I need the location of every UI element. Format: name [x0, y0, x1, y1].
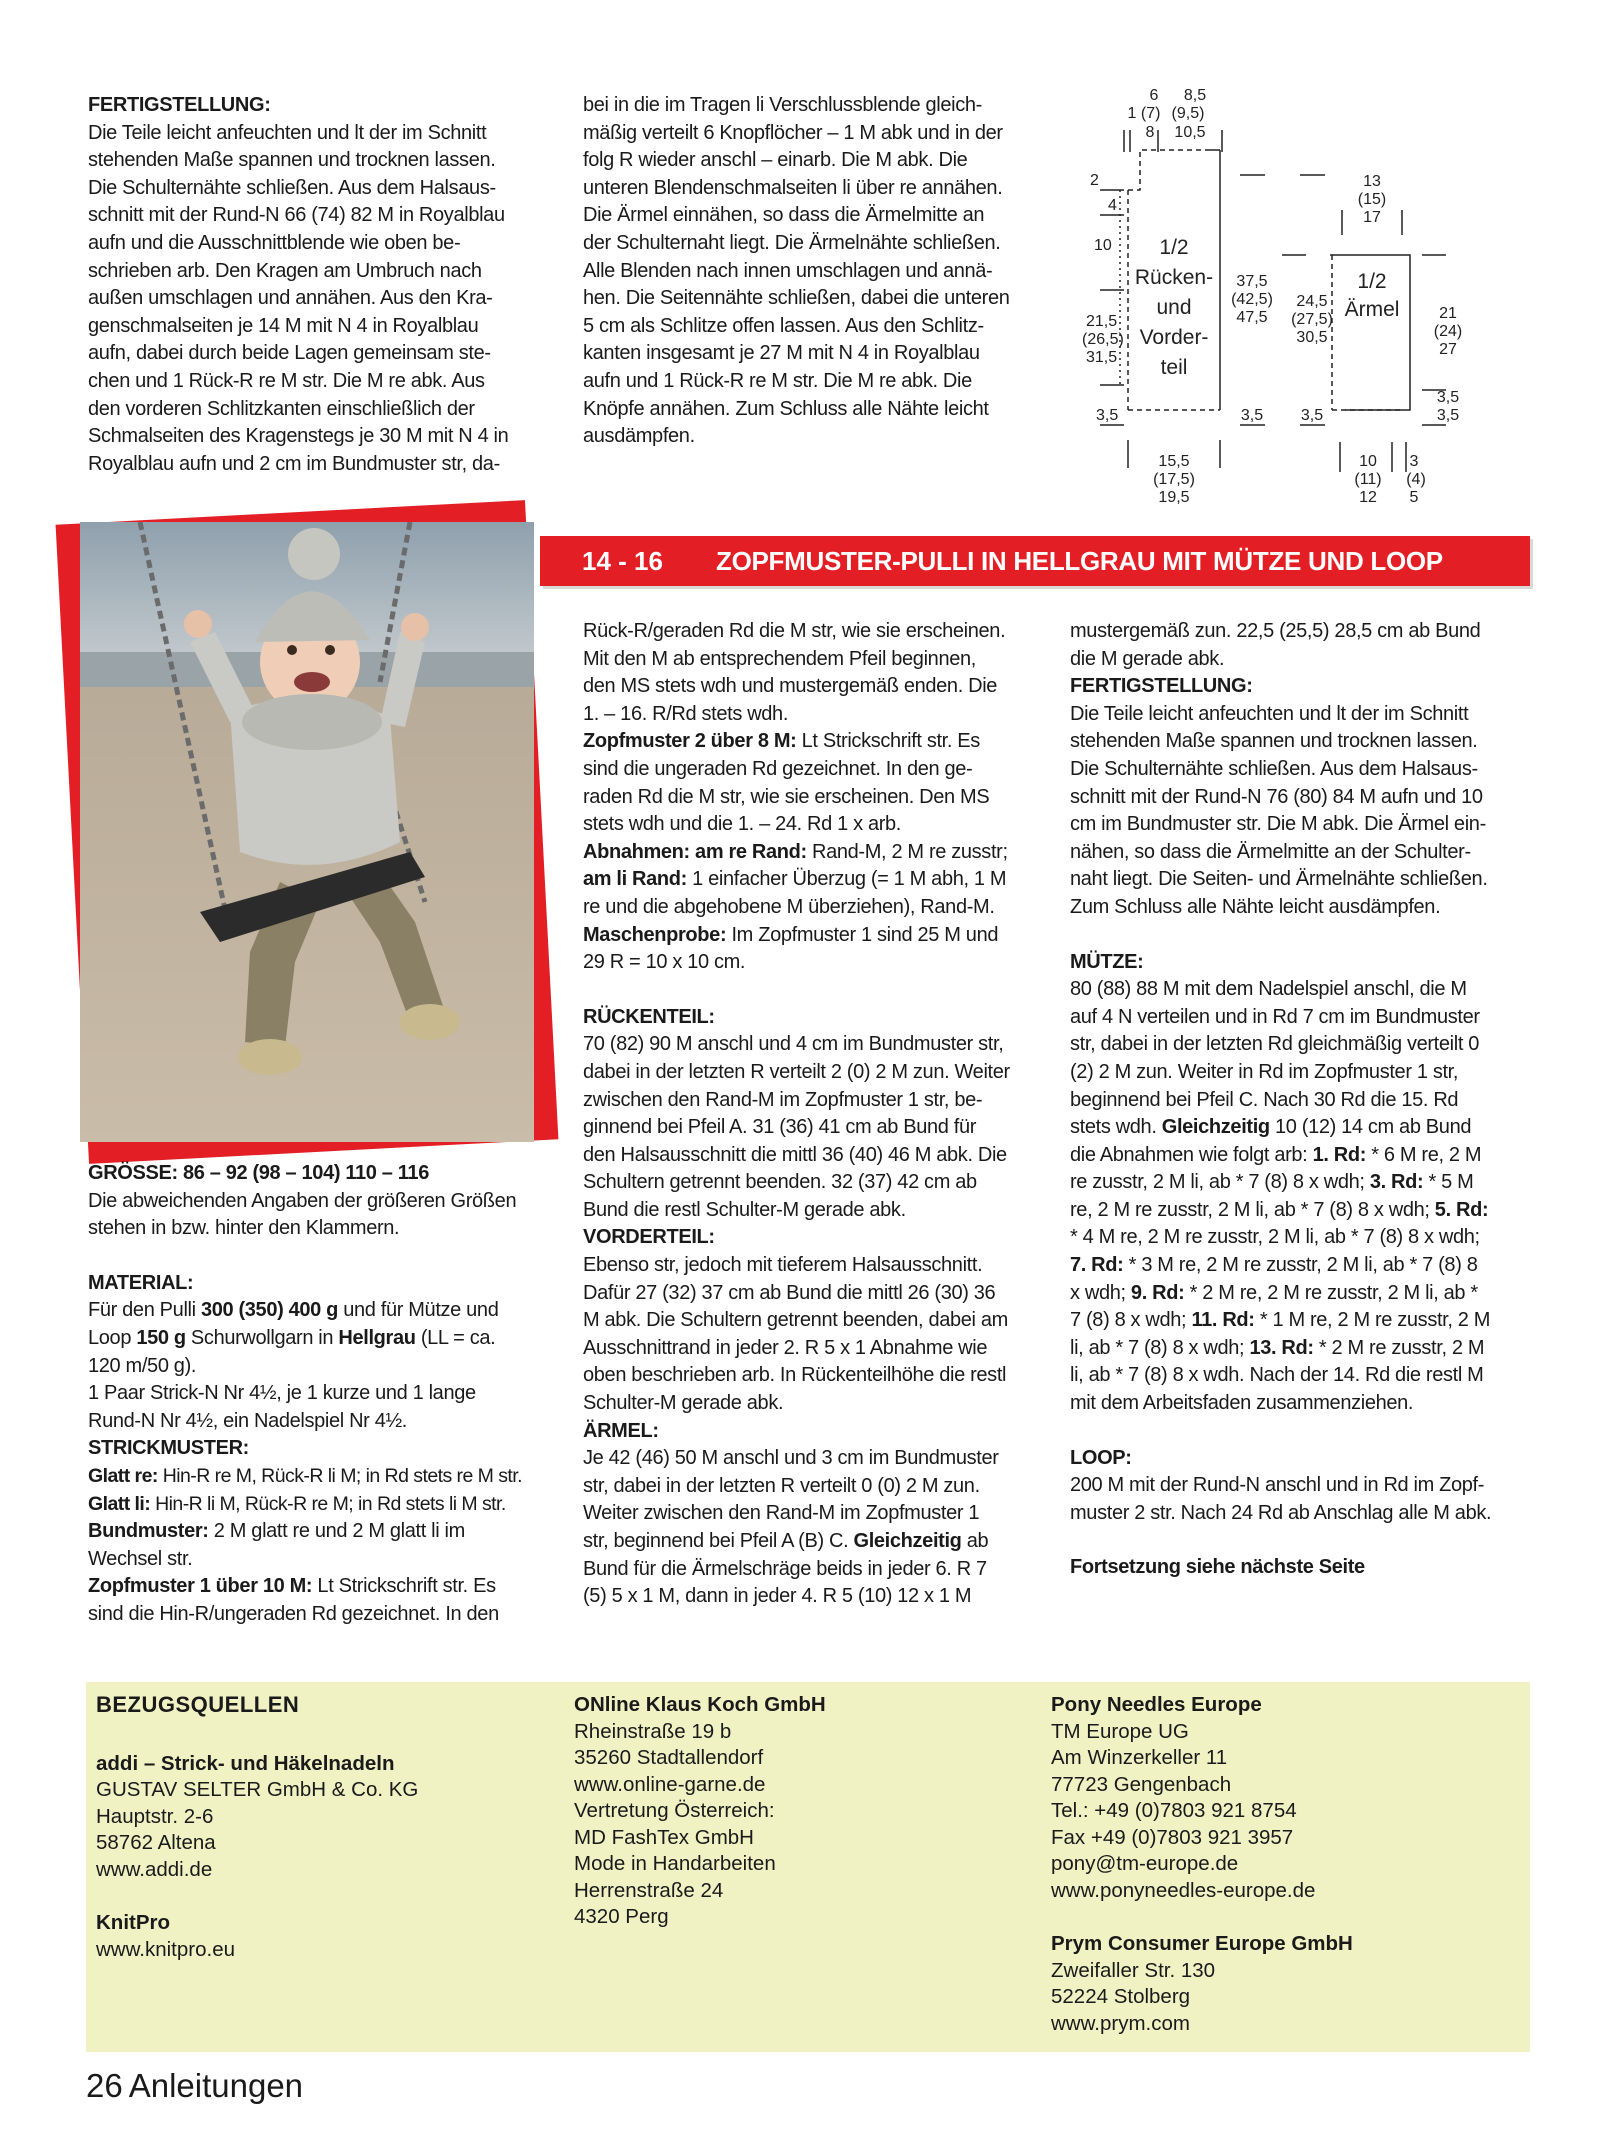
- text-line: Royalblau aufn und 2 cm im Bundmuster str, da-: [88, 452, 500, 475]
- aermel-gleichzeitig-line: [583, 1528, 1035, 1556]
- section-name: Anleitungen: [128, 2067, 304, 2104]
- right-line: stehenden Maße spannen und trocknen lassen.: [1070, 730, 1478, 753]
- supplier-online-line: Herrenstraße 24: [574, 1878, 724, 1902]
- text-line: Knöpfe annähen. Zum Schluss alle Nähte leicht: [583, 397, 989, 420]
- right-line: mit dem Arbeitsfaden zusammenziehen.: [1070, 1392, 1414, 1415]
- supplier-online-line: MD FashTex GmbH: [574, 1825, 754, 1849]
- sizes-line-1: Die abweichenden Angaben der größeren Größen: [88, 1189, 517, 1212]
- right-line: beginnend bei Pfeil C. Nach 30 Rd die 15. Rd: [1070, 1088, 1459, 1111]
- text-line: der Schulternaht liegt. Die Ärmelnähte schließen.: [583, 231, 1001, 254]
- col1-text: [88, 120, 538, 479]
- mid-line: Dafür 27 (32) 37 cm ab Bund die mittl 26 (30) 36: [583, 1281, 996, 1304]
- right-line: * 4 M re, 2 M re zusstr, 2 M li, ab * 7 (8) 8 x wdh;: [1070, 1226, 1480, 1249]
- strickmuster-heading: STRICKMUSTER:: [88, 1437, 249, 1460]
- right-text: re zusstr, 2 M li, ab * 7 (8) 8 x wdh;: [1070, 1171, 1370, 1194]
- dim-sleeve-bottom-a1: 10: [1359, 453, 1377, 470]
- dim-left-35: 3,5: [1096, 407, 1119, 424]
- right-text: 10 (12) 14 cm ab Bund: [1269, 1116, 1472, 1139]
- right-text: stets wdh.: [1070, 1116, 1162, 1139]
- pattern-schematic: [1070, 80, 1540, 520]
- text-line: Alle Blenden nach innen umschlagen und annä-: [583, 259, 993, 282]
- mid-line: Weiter zwischen den Rand-M im Zopfmuster 1: [583, 1502, 980, 1525]
- material-text: Loop: [88, 1326, 137, 1349]
- dim-top-right-1: 8,5: [1183, 87, 1207, 104]
- text-line: Die Ärmel einnähen, so dass die Ärmelmitte an: [583, 204, 985, 227]
- suppliers-col-1: [96, 1692, 536, 1963]
- dim-sleeve-bottom-b2: (4): [1406, 471, 1426, 488]
- mid-line: stets wdh und die 1. – 24. Rd 1 x arb.: [583, 813, 902, 836]
- muetze-line-9: [1070, 1197, 1530, 1225]
- mid-line: 29 R = 10 x 10 cm.: [583, 951, 746, 974]
- supplier-pony-line: 77723 Gengenbach: [1051, 1772, 1232, 1796]
- abnahmen-label: Abnahmen: am re Rand:: [583, 840, 807, 863]
- glatt-re-text: Hin-R re M, Rück-R li M; in Rd stets re M str.: [157, 1464, 523, 1487]
- dim-left-21-2: (26,5): [1082, 331, 1124, 348]
- zopf2-line: [583, 728, 1035, 756]
- text-line: ausdämpfen.: [583, 425, 695, 448]
- gleichzeitig-label: Gleichzeitig: [853, 1530, 962, 1552]
- mid-line: 1. – 16. R/Rd stets wdh.: [583, 702, 789, 725]
- dim-sleeve-right-1: 21: [1439, 305, 1457, 322]
- text-line: mäßig verteilt 6 Knopflöcher – 1 M abk und in der: [583, 121, 1003, 144]
- text-line: Die Schulternähte schließen. Aus dem Halsaus-: [88, 176, 496, 199]
- body-label-2: Rücken-: [1134, 266, 1214, 289]
- dim-left-2: 2: [1090, 172, 1099, 189]
- mid-line: ginnend bei Pfeil A. 31 (36) 41 cm ab Bund für: [583, 1116, 977, 1139]
- dim-left-4: 4: [1108, 197, 1117, 214]
- dim-sleeve-r35a: 3,5: [1436, 389, 1460, 406]
- photo-frame: [72, 512, 542, 1152]
- maschenprobe-line: [583, 922, 1035, 950]
- glatt-li-text: Hin-R li M, Rück-R re M; in Rd stets li M str.: [150, 1492, 506, 1515]
- pattern-title: ZOPFMUSTER-PULLI IN HELLGRAU MIT MÜTZE UND LOOP: [716, 546, 1443, 576]
- mid-line: Mit den M ab entsprechendem Pfeil beginnen,: [583, 647, 976, 670]
- mid-line: Je 42 (46) 50 M anschl und 3 cm im Bundmuster: [583, 1447, 999, 1470]
- mid-line: Rück-R/geraden Rd die M str, wie sie erscheinen.: [583, 620, 1006, 642]
- dim-body-bottom-1: 15,5: [1158, 453, 1190, 470]
- supplier-addi-name: addi – Strick- und Häkelnadeln: [96, 1751, 395, 1775]
- supplier-prym-link[interactable]: www.prym.com: [1051, 2011, 1190, 2035]
- right-line: Die Schulternähte schließen. Aus dem Halsaus-: [1070, 757, 1478, 780]
- muetze-heading: MÜTZE:: [1070, 950, 1144, 973]
- supplier-online-line: Vertretung Österreich:: [574, 1799, 775, 1822]
- material-line-1: [88, 1297, 538, 1325]
- mid-line: Bund für die Ärmelschräge beids in jeder 6. R 7: [583, 1557, 987, 1580]
- material-line-5: Rund-N Nr 4½, ein Nadelspiel Nr 4½.: [88, 1409, 408, 1432]
- mid-line: str, dabei in der letzten R verteilt 0 (0) 2 M zun.: [583, 1474, 980, 1497]
- supplier-addi-link[interactable]: www.addi.de: [96, 1857, 213, 1881]
- glatt-re-line: [88, 1463, 538, 1491]
- right-text: * 5 M: [1423, 1171, 1474, 1194]
- abnahmen-li-text: 1 einfacher Überzug (= 1 M abh, 1 M: [686, 868, 1007, 891]
- dim-mid-375-3: 47,5: [1236, 309, 1268, 326]
- body-label-4: Vorder-: [1139, 326, 1209, 349]
- right-text: * 6 M re, 2 M: [1366, 1143, 1482, 1166]
- mid-line: re und die abgehobene M überziehen), Rand-M.: [583, 895, 995, 918]
- mid-line: 70 (82) 90 M anschl und 4 cm im Bundmuster str,: [583, 1033, 1004, 1056]
- supplier-online-link[interactable]: www.online-garne.de: [574, 1772, 766, 1796]
- round-label: 1. Rd:: [1312, 1143, 1367, 1166]
- round-label: 3. Rd:: [1369, 1171, 1424, 1194]
- mid-line: den MS stets wdh und mustergemäß enden. Die: [583, 675, 998, 698]
- dim-mid-35a: 3,5: [1240, 407, 1264, 424]
- mid-line: oben beschrieben arb. In Rückenteilhöhe die restl: [583, 1364, 1007, 1387]
- material-text: Schurwollgarn in: [185, 1326, 339, 1349]
- supplier-prym-name: Prym Consumer Europe GmbH: [1051, 1932, 1353, 1955]
- text-line: schnitt mit der Rund-N 66 (74) 82 M in Royalblau: [88, 204, 505, 227]
- zopf2-text: Lt Strickschrift str. Es: [796, 730, 980, 753]
- text-line: kanten insgesamt je 27 M mit N 4 in Royalblau: [583, 342, 980, 365]
- dim-body-bottom-3: 19,5: [1158, 489, 1190, 506]
- glatt-li-line: [88, 1491, 538, 1519]
- text-line: aufn und 1 Rück-R re M str. Die M re abk. Die: [583, 369, 972, 392]
- material-weight-loop: 150 g: [136, 1326, 186, 1349]
- col2-text: [583, 92, 1035, 451]
- zopf1-line-2: sind die Hin-R/ungeraden Rd gezeichnet. In den: [88, 1602, 499, 1625]
- mid-line: dabei in der letzten R verteilt 2 (0) 2 M zun. Weiter: [583, 1060, 1010, 1083]
- text-line: chen und 1 Rück-R re M str. Die M re abk. Aus: [88, 369, 485, 392]
- bundmuster-text: 2 M glatt re und 2 M glatt li im: [208, 1520, 465, 1543]
- right-line: die M gerade abk.: [1070, 647, 1225, 670]
- muetze-line-12: [1070, 1280, 1530, 1308]
- material-weight-pulli: 300 (350) 400 g: [200, 1299, 339, 1322]
- dim-sleeve-r35b: 3,5: [1436, 407, 1460, 424]
- sizes-heading: GRÖSSE: 86 – 92 (98 – 104) 110 – 116: [88, 1162, 429, 1184]
- dim-sleeve-right-3: 27: [1439, 341, 1457, 358]
- body-label-3: und: [1156, 296, 1192, 319]
- gleichzeitig-label: Gleichzeitig: [1161, 1116, 1270, 1139]
- right-text: re, 2 M re zusstr, 2 M li, ab * 7 (8) 8 x wdh;: [1070, 1198, 1435, 1221]
- right-text: die Abnahmen wie folgt arb:: [1070, 1143, 1313, 1166]
- supplier-online-line: 4320 Perg: [574, 1905, 669, 1928]
- aermel-heading: ÄRMEL:: [583, 1419, 659, 1442]
- glatt-re-label: Glatt re:: [88, 1464, 158, 1487]
- dim-sleeve-bottom-a3: 12: [1359, 489, 1377, 506]
- abnahmen-text: Rand-M, 2 M re zusstr;: [806, 840, 1008, 863]
- mid-text: str, beginnend bei Pfeil A (B) C.: [583, 1530, 854, 1552]
- right-text: * 2 M re, 2 M re zusstr, 2 M li, ab *: [1184, 1281, 1478, 1304]
- glatt-li-label: Glatt li:: [88, 1492, 151, 1515]
- loop-heading: LOOP:: [1070, 1446, 1132, 1469]
- material-color: Hellgrau: [338, 1326, 416, 1349]
- right-text: li, ab * 7 (8) 8 x wdh;: [1070, 1336, 1250, 1359]
- dim-top-right-3: 10,5: [1174, 124, 1206, 141]
- supplier-pony-fax: Fax +49 (0)7803 921 3957: [1051, 1825, 1294, 1849]
- instructions-mid-col: [583, 618, 1035, 1611]
- zopf1-text: Lt Strickschrift str. Es: [312, 1575, 496, 1598]
- right-line: Zum Schluss alle Nähte leicht ausdämpfen.: [1070, 895, 1441, 918]
- right-line: auf 4 N verteilen und in Rd 7 cm im Bundmuster: [1070, 1005, 1480, 1028]
- bundmuster-line-2: Wechsel str.: [88, 1547, 193, 1570]
- material-line-3: 120 m/50 g).: [88, 1354, 197, 1377]
- suppliers-box: [86, 1682, 1530, 2052]
- text-line: außen umschlagen und annähen. Aus den Kra-: [88, 287, 493, 310]
- right-line: muster 2 str. Nach 24 Rd ab Anschlag alle M abk.: [1070, 1501, 1492, 1524]
- dim-sleeve-top-2: (15): [1357, 191, 1387, 208]
- supplier-pony-line: TM Europe UG: [1051, 1719, 1189, 1743]
- supplier-pony-phone: Tel.: +49 (0)7803 921 8754: [1051, 1799, 1297, 1822]
- dim-mid-375-2: (42,5): [1231, 291, 1273, 308]
- right-text: * 3 M re, 2 M re zusstr, 2 M li, ab * 7 (8) 8: [1123, 1254, 1478, 1277]
- right-text: 7 (8) 8 x wdh;: [1070, 1309, 1192, 1332]
- abnahmen-line: [583, 839, 1035, 867]
- supplier-knitpro-name: KnitPro: [96, 1911, 171, 1934]
- mid-line: raden Rd die M str, wie sie erscheinen. Den MS: [583, 785, 990, 808]
- dim-sleeve-bottom-b3: 5: [1409, 489, 1419, 506]
- mid-line: Ausschnittrand in jeder 2. R 5 x 1 Abnahme wie: [583, 1336, 988, 1359]
- photo-illustration: [80, 522, 534, 1142]
- zopf2-label: Zopfmuster 2 über 8 M:: [583, 730, 797, 753]
- text-line: aufn, dabei durch beide Lagen gemeinsam ste-: [88, 342, 491, 365]
- right-text: * 2 M re zusstr, 2 M: [1313, 1336, 1485, 1359]
- right-text: x wdh;: [1070, 1281, 1131, 1304]
- mid-line: Ebenso str, jedoch mit tieferem Halsausschnitt.: [583, 1254, 983, 1277]
- text-line: Die Teile leicht anfeuchten und lt der im Schnitt: [88, 121, 487, 144]
- supplier-addi-line: Hauptstr. 2-6: [96, 1804, 214, 1828]
- muetze-line-8: [1070, 1169, 1530, 1197]
- sleeve-label-1: 1/2: [1357, 270, 1387, 293]
- material-line-4: 1 Paar Strick-N Nr 4½, je 1 kurze und 1 lange: [88, 1382, 476, 1405]
- right-line: cm im Bundmuster str. Die M abk. Die Ärmel ein-: [1070, 813, 1486, 836]
- round-label: 5. Rd:: [1434, 1198, 1489, 1221]
- finishing-col2: [583, 92, 1035, 451]
- body-label-5: teil: [1160, 356, 1188, 379]
- mid-text: ab: [961, 1530, 989, 1552]
- mid-line: sind die ungeraden Rd gezeichnet. In den ge-: [583, 757, 973, 780]
- right-line: (2) 2 M zun. Weiter in Rd im Zopfmuster 1 str,: [1070, 1060, 1459, 1083]
- text-line: aufn und die Ausschnittblende wie oben be-: [88, 231, 461, 254]
- text-line: den vorderen Schlitzkanten einschließlich der: [88, 397, 475, 420]
- text-line: unteren Blendenschmalseiten li über re annähen.: [583, 176, 1003, 199]
- heading-fertigstellung-2: FERTIGSTELLUNG:: [1070, 675, 1253, 698]
- right-line: nähen, so dass die Ärmelmitte an der Schulter-: [1070, 840, 1471, 863]
- mid-line: zwischen den Rand-M im Zopfmuster 1 str, be-: [583, 1088, 983, 1111]
- supplier-prym-line: Zweifaller Str. 130: [1051, 1958, 1216, 1982]
- muetze-gleichzeitig-line: [1070, 1114, 1530, 1142]
- dim-sleeve-right-2: (24): [1433, 323, 1463, 340]
- dim-top-left-3: 8: [1145, 124, 1155, 141]
- text-line: Schmalseiten des Kragenstegs je 30 M mit N 4 in: [88, 425, 509, 448]
- dim-left-10: 10: [1094, 237, 1112, 254]
- page-footer: [86, 2068, 303, 2104]
- maschenprobe-text: Im Zopfmuster 1 sind 25 M und: [726, 923, 999, 946]
- round-label: 7. Rd:: [1070, 1254, 1124, 1277]
- vorderteil-heading: VORDERTEIL:: [583, 1226, 715, 1249]
- mid-line: M abk. Die Schultern getrennt beenden, dabei am: [583, 1309, 1008, 1332]
- right-line: 200 M mit der Rund-N anschl und in Rd im Zopf-: [1070, 1474, 1485, 1497]
- text-line: bei in die im Tragen li Verschlussblende gleich-: [583, 94, 982, 116]
- right-line: Die Teile leicht anfeuchten und lt der im Schnitt: [1070, 702, 1469, 725]
- muetze-line-14: [1070, 1335, 1530, 1363]
- supplier-addi-line: GUSTAV SELTER GmbH & Co. KG: [96, 1778, 419, 1801]
- muetze-line-7: [1070, 1142, 1530, 1170]
- supplier-knitpro-link[interactable]: www.knitpro.eu: [96, 1937, 236, 1961]
- material-text: und für Mütze und: [338, 1299, 499, 1322]
- dim-mid-245-2: (27,5): [1291, 311, 1333, 328]
- text-line: genschmalseiten je 14 M mit N 4 in Royalblau: [88, 314, 479, 337]
- sizes-material-col: [88, 1160, 538, 1629]
- heading-fertigstellung-1: FERTIGSTELLUNG:: [88, 94, 271, 116]
- supplier-online-line: Rheinstraße 19 b: [574, 1719, 732, 1743]
- supplier-online-line: Mode in Handarbeiten: [574, 1852, 776, 1875]
- pattern-number: 14 - 16: [582, 546, 663, 576]
- sleeve-label-2: Ärmel: [1344, 298, 1400, 321]
- text-line: folg R wieder anschl – einarb. Die M abk. Die: [583, 149, 968, 172]
- suppliers-heading: BEZUGSQUELLEN: [96, 1692, 300, 1717]
- supplier-prym-line: 52224 Stolberg: [1051, 1985, 1191, 2008]
- supplier-pony-email[interactable]: pony@tm-europe.de: [1051, 1852, 1239, 1875]
- supplier-online-line: 35260 Stadtallendorf: [574, 1746, 764, 1769]
- muetze-line-11: [1070, 1252, 1530, 1280]
- dim-sleeve-bottom-b1: 3: [1409, 453, 1419, 470]
- zopf1-line: [88, 1573, 538, 1601]
- continue-note: Fortsetzung siehe nächste Seite: [1070, 1556, 1365, 1579]
- dim-mid-245-3: 30,5: [1296, 329, 1328, 346]
- text-line: schrieben arb. Den Kragen am Umbruch nach: [88, 259, 482, 282]
- supplier-pony-line: Am Winzerkeller 11: [1051, 1746, 1228, 1769]
- finishing-col1: [88, 92, 538, 478]
- suppliers-col-2: [574, 1692, 1014, 1931]
- supplier-addi-line: 58762 Altena: [96, 1831, 216, 1854]
- material-text: Für den Pulli: [88, 1299, 201, 1322]
- bundmuster-line: [88, 1518, 538, 1546]
- right-text: * 1 M re, 2 M re zusstr, 2 M: [1254, 1309, 1491, 1332]
- right-line: schnitt mit der Rund-N 76 (80) 84 M aufn und 10: [1070, 785, 1483, 808]
- supplier-pony-link[interactable]: www.ponyneedles-europe.de: [1051, 1878, 1316, 1902]
- material-heading: MATERIAL:: [88, 1271, 194, 1294]
- suppliers-col-3: [1051, 1692, 1511, 2037]
- dim-left-21-3: 31,5: [1086, 349, 1118, 366]
- body-label-1: 1/2: [1159, 236, 1189, 259]
- bundmuster-label: Bundmuster:: [88, 1520, 209, 1543]
- abnahmen-li-label: am li Rand:: [583, 868, 687, 891]
- muetze-line-13: [1070, 1307, 1530, 1335]
- instructions-right-col: [1070, 618, 1530, 1582]
- round-label: 11. Rd:: [1191, 1309, 1255, 1332]
- mid-line: Bund die restl Schulter-M gerade abk.: [583, 1198, 906, 1221]
- page-number: 26: [86, 2067, 123, 2104]
- dim-mid-35b: 3,5: [1300, 407, 1324, 424]
- supplier-pony-name: Pony Needles Europe: [1051, 1693, 1262, 1716]
- rueckenteil-heading: RÜCKENTEIL:: [583, 1005, 715, 1028]
- zopf1-label: Zopfmuster 1 über 10 M:: [88, 1575, 313, 1598]
- sizes-line-2: stehen in bzw. hinter den Klammern.: [88, 1217, 400, 1240]
- right-line: str, dabei in der letzten Rd gleichmäßig verteilt 0: [1070, 1033, 1480, 1056]
- right-line: mustergemäß zun. 22,5 (25,5) 28,5 cm ab Bund: [1070, 620, 1481, 642]
- text-line: hen. Die Seitennähte schließen, dabei die unteren: [583, 287, 1010, 310]
- dim-sleeve-top-1: 13: [1363, 173, 1381, 190]
- child-on-swing-photo: [80, 522, 534, 1142]
- title-banner: [540, 536, 1530, 586]
- dim-mid-375-1: 37,5: [1236, 273, 1268, 290]
- material-text: (LL = ca.: [415, 1326, 496, 1349]
- dim-mid-245-1: 24,5: [1296, 293, 1328, 310]
- right-line: naht liegt. Die Seiten- und Ärmelnähte schließen.: [1070, 868, 1488, 891]
- abnahmen-li-line: [583, 866, 1035, 894]
- text-line: 5 cm als Schlitze offen lassen. Aus den Schlitz-: [583, 314, 984, 337]
- dim-top-right-2: (9,5): [1171, 105, 1205, 122]
- mid-line: (5) 5 x 1 M, dann in jeder 4. R 5 (10) 12 x 1 M: [583, 1585, 972, 1608]
- mid-line: den Halsausschnitt die mittl 36 (40) 46 M abk. Die: [583, 1143, 1007, 1166]
- text-line: stehenden Maße spannen und trocknen lassen.: [88, 149, 496, 172]
- round-label: 13. Rd:: [1249, 1336, 1314, 1359]
- mid-line: Schultern getrennt beenden. 32 (37) 42 cm ab: [583, 1171, 977, 1194]
- dim-sleeve-top-3: 17: [1363, 209, 1381, 226]
- right-line: li, ab * 7 (8) 8 x wdh. Nach der 14. Rd die restl M: [1070, 1364, 1484, 1387]
- dim-top-left-2: 1 (7): [1127, 105, 1161, 122]
- dim-body-bottom-2: (17,5): [1153, 471, 1195, 488]
- maschenprobe-label: Maschenprobe:: [583, 923, 727, 946]
- material-line-2: [88, 1325, 538, 1353]
- dim-sleeve-bottom-a2: (11): [1354, 471, 1382, 488]
- mid-line: Schulter-M gerade abk.: [583, 1392, 784, 1415]
- dim-left-21-1: 21,5: [1086, 313, 1118, 330]
- round-label: 9. Rd:: [1130, 1281, 1185, 1304]
- supplier-online-name: ONline Klaus Koch GmbH: [574, 1693, 826, 1716]
- dim-top-left-1: 6: [1149, 87, 1159, 104]
- right-line: 80 (88) 88 M mit dem Nadelspiel anschl, die M: [1070, 978, 1467, 1001]
